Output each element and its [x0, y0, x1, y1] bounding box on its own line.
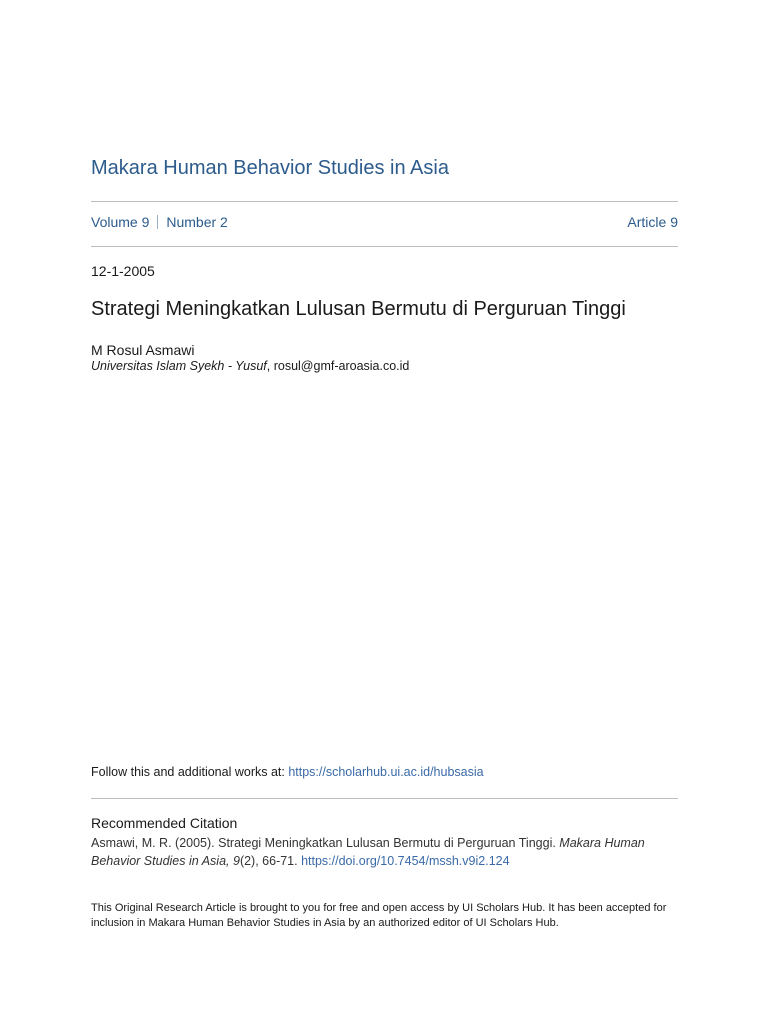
follow-prefix: Follow this and additional works at:	[91, 765, 289, 779]
citation-text	[91, 834, 678, 870]
article-number-link[interactable]: Article 9	[627, 214, 678, 230]
issue-info-row	[91, 214, 678, 230]
volume-link[interactable]: Volume 9	[91, 214, 150, 230]
doi-link[interactable]: https://doi.org/10.7454/mssh.v9i2.124	[301, 854, 510, 868]
publication-date: 12-1-2005	[91, 263, 155, 279]
journal-title-link[interactable]: Makara Human Behavior Studies in Asia	[91, 157, 449, 179]
affiliation-separator: ,	[266, 359, 274, 373]
follow-line	[91, 765, 484, 779]
repository-link[interactable]: https://scholarhub.ui.ac.id/hubsasia	[288, 765, 484, 779]
divider-top	[91, 201, 678, 202]
divider-issue	[91, 246, 678, 247]
issue-separator	[157, 215, 158, 229]
divider-citation	[91, 798, 678, 799]
article-title: Strategi Meningkatkan Lulusan Bermutu di Perguruan Tinggi	[91, 298, 626, 320]
citation-authors-title: Asmawi, M. R. (2005). Strategi Meningkatkan Lulusan Bermutu di Perguruan Tinggi.	[91, 836, 560, 850]
citation-issue-pages: (2), 66-71.	[239, 854, 302, 868]
access-note: This Original Research Article is brought to you for free and open access by UI Scholars Hub. It has been accepted for inclusion in Makara Human Behavior Studies in Asia by an authorized editor of UI Scholars Hub.	[91, 902, 667, 929]
author-name: M Rosul Asmawi	[91, 342, 195, 358]
author-email: rosul@gmf-aroasia.co.id	[273, 359, 410, 373]
citation-heading: Recommended Citation	[91, 815, 238, 831]
number-link[interactable]: Number 2	[166, 214, 228, 230]
author-institution: Universitas Islam Syekh - Yusuf	[91, 359, 267, 373]
citation-journal: Makara Human Behavior Studies in Asia, 9	[91, 836, 645, 868]
author-affiliation	[91, 359, 409, 373]
cover-page	[91, 0, 678, 1024]
